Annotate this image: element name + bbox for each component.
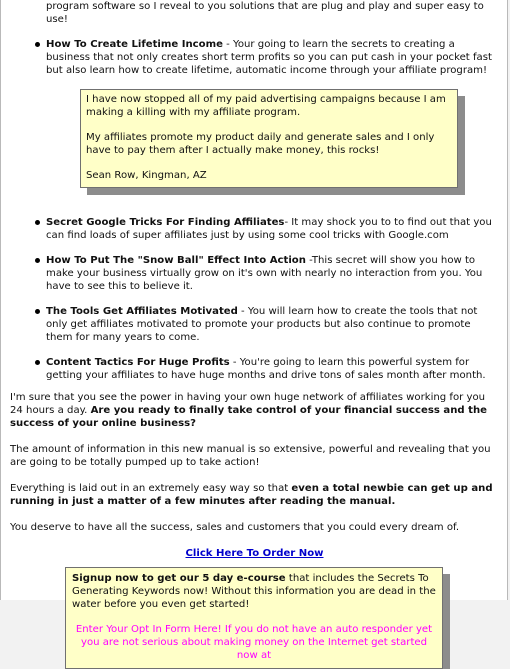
testimonial-text: I have now stopped all of my paid advertising campaigns because I am making a killing with my affiliate program. <box>86 94 446 118</box>
list-item-text: - You're going to learn this powerful system for getting your affiliates to have huge months and drive tons of sales month after month. <box>46 357 486 381</box>
list-item <box>46 0 499 26</box>
optin-bold-text: Signup now to get our 5 day e-course <box>72 573 286 584</box>
body-text-bold: Are you ready to finally take control of your financial success and the success of your online business? <box>10 405 487 429</box>
feature-list-top <box>10 0 499 77</box>
testimonial-text: My affiliates promote my product daily and generate sales and I only have to pay them after I actually make money, this rocks! <box>86 132 435 156</box>
optin-description <box>72 572 436 611</box>
list-item <box>46 216 499 242</box>
list-item <box>46 254 499 293</box>
list-item-title: How To Create Lifetime Income <box>46 39 223 50</box>
body-text: Everything is laid out in an extremely easy way so that <box>10 483 292 494</box>
list-item-text: - It may shock you to to find out that you can find loads of super affiliates just by using some cool tricks with Google.com <box>46 217 492 241</box>
list-item-text: -This secret will show you how to make your business virtually grow on it's own with nearly no interaction from you. You have to see this to believe it. <box>46 255 483 292</box>
list-item <box>46 305 499 344</box>
order-link-row <box>10 547 499 560</box>
body-paragraph <box>10 482 499 508</box>
list-item-title: How To Put The "Snow Ball" Effect Into Action <box>46 255 306 266</box>
list-item <box>46 38 499 77</box>
optin-form-placeholder: Enter Your Opt In Form Here! If you do not have an auto responder yet you are not serious about making money on the Internet get started now at <box>75 624 433 661</box>
list-item-text: - Your going to learn the secrets to creating a business that not only creates short term profits so you can put cash in your pocket fast but also learn how to create lifetime, automatic income through your affiliate program! <box>46 39 492 76</box>
list-item-title: The Tools Get Affiliates Motivated <box>46 306 238 317</box>
bullet-icon <box>35 360 40 365</box>
list-item-text: - You will learn how to create the tools that not only get affiliates motivated to promote your products but also continue to promote them for many years to come. <box>46 306 478 343</box>
bullet-icon <box>35 309 40 314</box>
body-text-bold: even a total newbie can get up and running in just a matter of a few minutes after reading the manual. <box>10 483 493 507</box>
feature-list <box>10 216 499 382</box>
list-item-title: Content Tactics For Huge Profits <box>46 357 230 368</box>
body-paragraph: The amount of information in this new manual is so extensive, powerful and revealing that you are going to be totally pumped up to take action! <box>10 444 491 468</box>
testimonial-author: Sean Row, Kingman, AZ <box>86 170 207 181</box>
list-item-text: program software so I reveal to you solutions that are plug and play and super easy to use! <box>46 1 484 25</box>
page-content <box>1 0 507 669</box>
order-now-link[interactable]: Click Here To Order Now <box>185 548 324 559</box>
body-paragraph <box>10 391 499 430</box>
optin-box <box>65 567 443 669</box>
bullet-icon <box>35 42 40 47</box>
bullet-icon <box>35 220 40 225</box>
list-item-title: Secret Google Tricks For Finding Affiliates <box>46 217 285 228</box>
body-paragraph: You deserve to have all the success, sales and customers that you could every dream of. <box>10 522 460 533</box>
optin-text: that includes the Secrets To Generating Keywords now! Without this information you are dead in the water before you even get started! <box>72 573 436 610</box>
list-item <box>46 356 499 382</box>
bullet-icon <box>35 258 40 263</box>
testimonial-box <box>80 89 458 188</box>
body-text: I'm sure that you see the power in having your own huge network of affiliates working for you 24 hours a day. <box>10 392 486 416</box>
